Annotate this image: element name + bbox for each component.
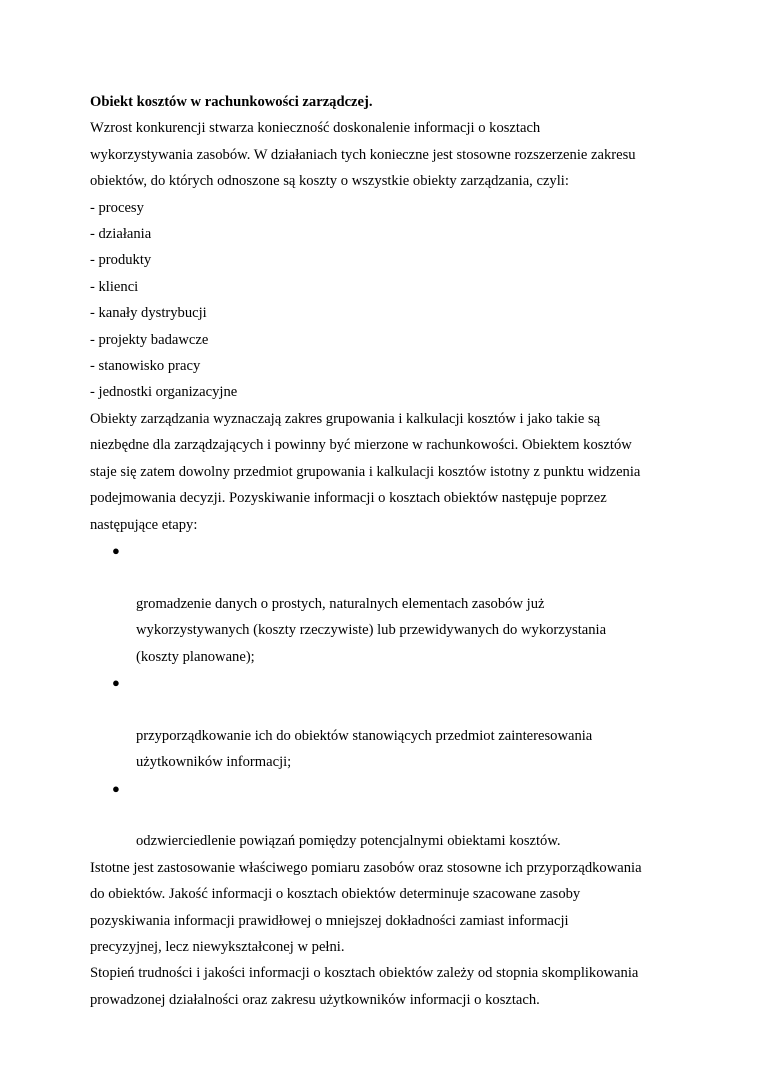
document-page [90,89,680,1013]
intro-paragraph: Wzrost konkurencji stwarza konieczność doskonalenie informacji o kosztach wykorzystywania zasobów. W działaniach tych konieczne jest stosowne rozszerzenie zakresu obiektów, do których odnoszone są koszty o wszystkie obiekty zarządzania, czyli: [90,120,636,190]
stages-bullet-list [90,538,680,855]
bullet-icon: ● [112,674,120,690]
bullet-item [90,776,680,855]
list-item: - stanowisko pracy [90,358,201,375]
body-paragraph-3: Istotne jest zastosowanie właściwego pomiaru zasobów oraz stosowne ich przyporządkowania do obiektów. Jakość informacji o kosztach obiektów determinuje szacowane zasoby pozyskiwania informacji prawidłowej o mniejszej dokładności zamiast informacji precyzyjnej, lecz niewykształconej w pełni. [90,859,642,955]
bullet-icon: ● [112,780,120,796]
list-item: - procesy [90,199,144,216]
list-item: - jednostki organizacyjne [90,384,238,401]
body-paragraph-2: Obiekty zarządzania wyznaczają zakres grupowania i kalkulacji kosztów i jako takie są niezbędne dla zarządzających i powinny być mierzone w rachunkowości. Obiektem kosztów staje się zatem dowolny przedmiot grupowania i kalkulacji kosztów istotny z punktu widzenia podejmowania decyzji. Pozyskiwanie informacji o kosztach obiektów następuje poprzez następujące etapy: [90,410,641,533]
bullet-text: gromadzenie danych o prostych, naturalnych elementach zasobów już wykorzystywanych (koszty rzeczywiste) lub przewidywanych do wykorzystania (koszty planowane); [136,595,607,665]
bullet-item [90,538,680,670]
body-paragraph-4: Stopień trudności i jakości informacji o kosztach obiektów zależy od stopnia skomplikowania prowadzonej działalności oraz zakresu użytkowników informacji o kosztach. [90,965,639,1008]
cost-objects-list [90,195,680,406]
list-item: - działania [90,226,152,243]
bullet-text: odzwierciedlenie powiązań pomiędzy potencjalnymi obiektami kosztów. [136,833,561,850]
list-item: - produkty [90,252,152,269]
list-item: - klienci [90,278,139,295]
bullet-icon: ● [112,542,120,558]
bullet-text: przyporządkowanie ich do obiektów stanowiących przedmiot zainteresowania użytkowników informacji; [136,727,593,771]
document-title: Obiekt kosztów w rachunkowości zarządczej. [90,94,373,110]
list-item: - projekty badawcze [90,331,209,348]
list-item: - kanały dystrybucji [90,305,207,322]
bullet-item [90,670,680,776]
